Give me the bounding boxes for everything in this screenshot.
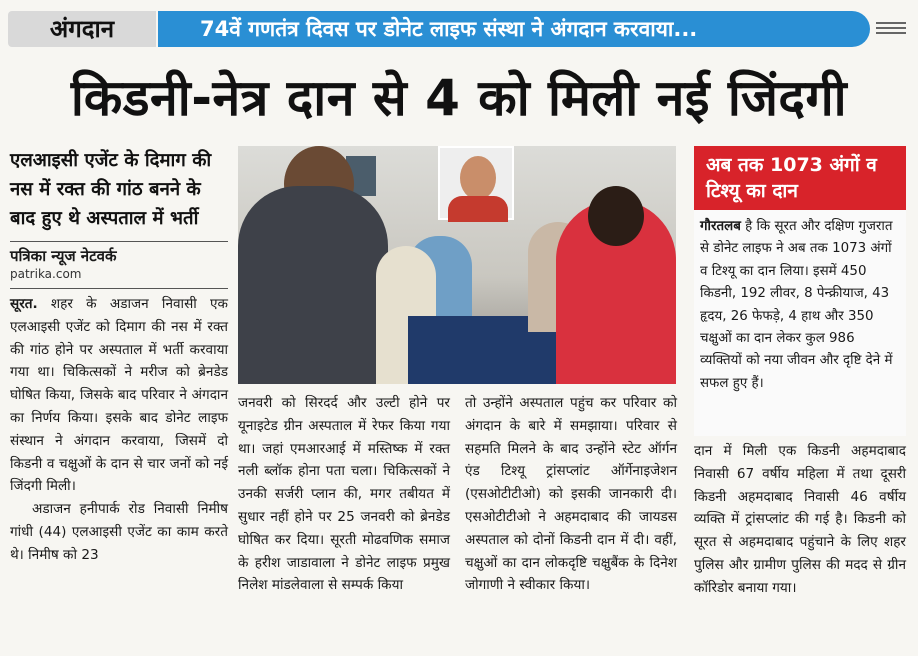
sidebar-lead: गौरतलब: [700, 219, 741, 234]
page-headline: किडनी-नेत्र दान से 4 को मिली नई जिंदगी: [70, 69, 848, 127]
donor-portrait: [438, 146, 514, 220]
paragraph-1: [10, 293, 228, 498]
news-photo: [238, 146, 676, 384]
byline: पत्रिका न्यूज नेटवर्क: [10, 247, 117, 265]
sub-headline: एलआइसी एजेंट के दिमाग की नस में रक्त की गांठ बनने के बाद हुए थे अस्पताल में भर्ती: [10, 150, 212, 229]
dateline: सूरत.: [10, 296, 38, 312]
menu-lines-icon: [876, 22, 906, 37]
banner-strip: 74वें गणतंत्र दिवस पर डोनेट लाइफ संस्था ने अंगदान करवाया...: [158, 11, 870, 47]
divider: [10, 241, 228, 242]
sidebar-text: [694, 210, 906, 395]
site-name: patrika.com: [10, 267, 82, 281]
column-2: जनवरी को सिरदर्द और उल्टी होने पर यूनाइटेड ग्रीन अस्पताल में रेफर किया गया था। जहां एमआरआई में मस्तिष्क में रक्त नली ब्लॉक होना पता चला। चिकित्सकों ने उनकी सर्जरी प्लान की, मगर तबीयत में सुधार नहीं होने पर 25 जनवरी को ब्रेनडेड घोषित कर दिया। सूरती मोढवणिक समाज के हरीश जाडावाला ने डोनेट लाइफ प्रमुख निलेश मांडलेवाला से सम्पर्क किया: [238, 395, 450, 594]
top-banner: [8, 6, 910, 52]
divider: [10, 288, 228, 289]
sidebar-title: अब तक 1073 अंगों व टिश्यू का दान: [694, 146, 906, 210]
section-tag: अंगदान: [8, 11, 156, 47]
sidebar-body: है कि सूरत और दक्षिण गुजरात से डोनेट लाइफ ने अब तक 1073 अंगों व टिश्यू का दान लिया। इसमें 450 किडनी, 192 लीवर, 8 पेन्क्रीयाज, 43 हृदय, 26 फेफड़े, 4 हाथ और 350 चक्षुओं का दान लेकर कुल 986 व्यक्तियों को नया जीवन और दृष्टि देने में सफल हुए हैं।: [700, 219, 893, 391]
column-4: दान में मिली एक किडनी अहमदाबाद निवासी 67 वर्षीय महिला में तथा दूसरी किडनी अहमदाबाद निवासी 46 वर्षीय व्यक्ति में ट्रांसप्लांट की गई है। किडनी को सूरत से अहमदाबाद पहुंचाने के लिए शहर पुलिस और ग्रामीण पुलिस की मदद से ग्रीन कॉरिडोर बनाया गया।: [694, 443, 906, 596]
sidebar-box: [694, 146, 906, 436]
paragraph-1-text: शहर के अडाजन निवासी एक एलआइसी एजेंट को दिमाग की नस में रक्त की गांठ होने पर अस्पताल में भर्ती करवाया गया था। चिकित्सकों ने मरीज को ब्रेनडेड घोषित किया, जिसके बाद परिवार ने अंगदान का निर्णय किया। इसके बाद डोनेट लाइफ संस्थान ने अंगदान करवाया, जिसमें दो किडनी व चक्षुओं के दान से चार जनों को नई जिंदगी मिली।: [10, 296, 228, 495]
left-column: [10, 146, 228, 567]
person-head: [588, 186, 644, 246]
person-shape: [238, 186, 388, 384]
paragraph-2: अडाजन हनीपार्क रोड निवासी निमीष गांधी (44) एलआइसी एजेंट का काम करते थे। निमीष को 23: [10, 501, 228, 563]
column-3: तो उन्होंने अस्पताल पहुंच कर परिवार को अंगदान के बारे में समझाया। परिवार से सहमति मिलने के बाद उन्होंने स्टेट ऑर्गन एंड टिश्यू ट्रांसप्लांट ऑर्गेनाइजेशन (एसओटीटीओ) को इसकी जानकारी दी। एसओटीटीओ ने अहमदाबाद की जायडस अस्पताल को दोनों किडनी दान में दी। वहीं, चक्षुओं का दान लोकदृष्टि चक्षुबैंक के दिनेश जोगाणी ने स्वीकार किया।: [465, 395, 677, 594]
